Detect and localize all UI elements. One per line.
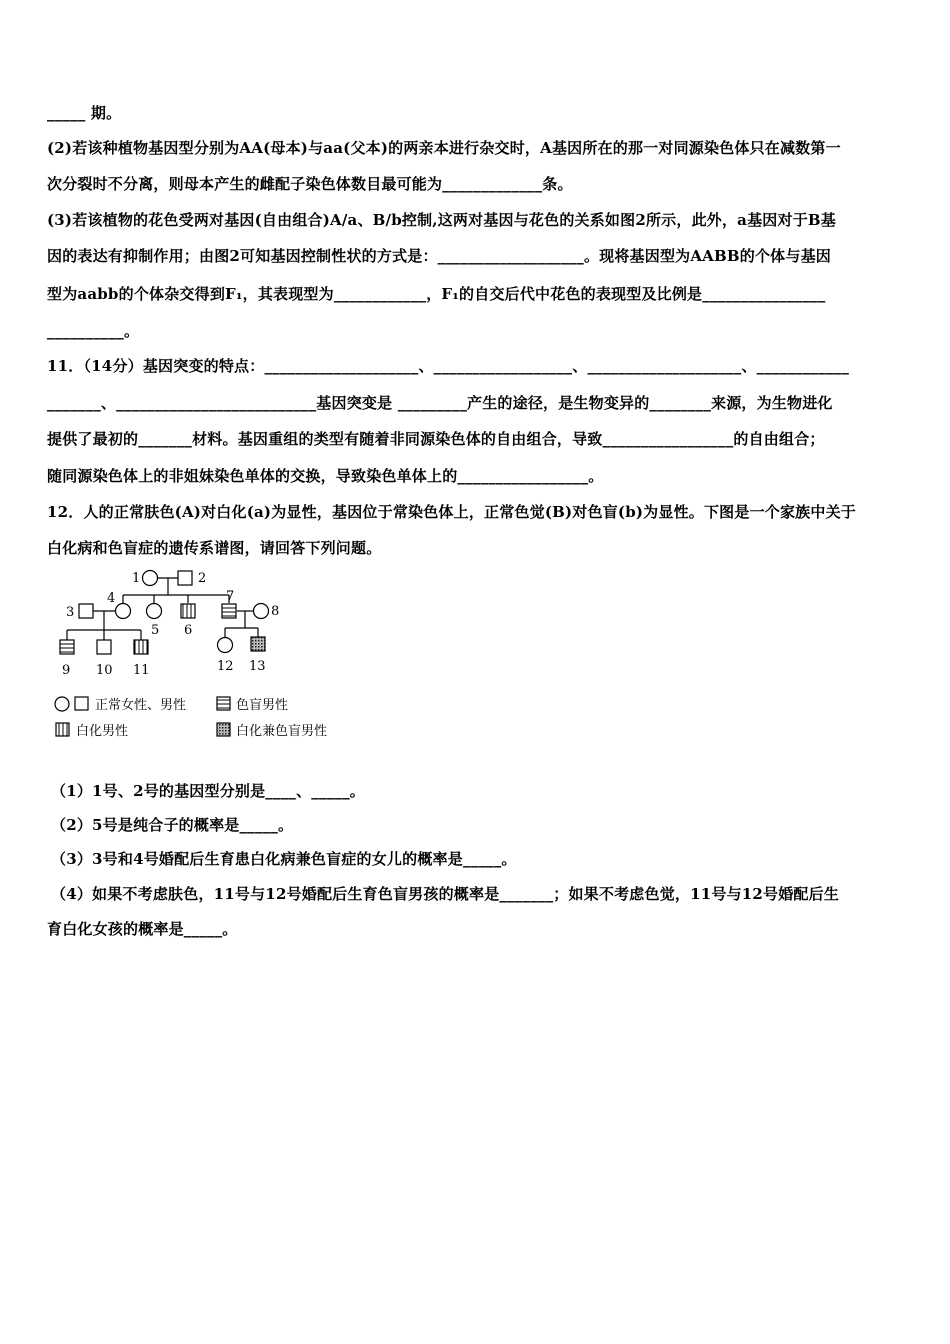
legend-both-icon [217, 723, 230, 736]
label-5: 5 [151, 623, 160, 638]
q11-line2: _______、__________________________基因突变是 _________产生的途径，是生物变异的________来源，为生物进化 [47, 394, 833, 412]
label-6: 6 [184, 623, 193, 638]
individual-7-colorblind-male [222, 604, 236, 618]
individual-1-normal-female [143, 571, 158, 586]
q10-part3-line4: __________。 [47, 322, 140, 340]
pedigree-chart [45, 562, 355, 747]
legend-normal-text: 正常女性、男性 [95, 698, 187, 713]
label-8: 8 [271, 604, 280, 619]
q12-sub2: （2）5号是纯合子的概率是_____。 [51, 816, 294, 834]
q12-sub1: （1）1号、2号的基因型分别是____、_____。 [51, 782, 366, 800]
individual-11-albino-male [134, 640, 148, 654]
individual-9-colorblind-male [60, 640, 74, 654]
label-1: 1 [132, 571, 141, 586]
q12-sub4-line2: 育白化女孩的概率是_____。 [47, 920, 238, 938]
legend-normal-male-icon [75, 697, 88, 710]
label-9: 9 [62, 663, 71, 678]
individual-13-albino-colorblind-male [251, 637, 265, 651]
individual-4-normal-female [116, 604, 131, 619]
legend-normal-female-icon [55, 697, 69, 711]
q11-line4: 随同源染色体上的非姐妹染色单体的交换，导致染色单体上的_________________。 [47, 467, 604, 485]
label-11: 11 [133, 663, 150, 678]
individual-8-normal-female [254, 604, 269, 619]
legend-both-text: 白化兼色盲男性 [236, 724, 328, 739]
q10-part3-line1: (3)若该植物的花色受两对基因(自由组合)A/a、B/b控制,这两对基因与花色的关系如图2所示，此外，a基因对于B基 [47, 211, 836, 229]
individual-3-normal-male [79, 604, 93, 618]
q10-part3-line3: 型为aabb的个体杂交得到F₁，其表现型为____________，F₁的自交后代中花色的表现型及比例是________________ [47, 285, 826, 303]
q12-line1: 12．人的正常肤色(A)对白化(a)为显性，基因位于常染色体上，正常色觉(B)对色盲(b)为显性。下图是一个家族中关于 [47, 503, 856, 521]
individual-6-albino-male [181, 604, 195, 618]
individual-10-normal-male [97, 640, 111, 654]
q12-sub3: （3）3号和4号婚配后生育患白化病兼色盲症的女儿的概率是_____。 [51, 850, 517, 868]
legend-albino-icon [56, 723, 69, 736]
q10-part2-line1: (2)若该种植物基因型分别为AA(母本)与aa(父本)的两亲本进行杂交时，A基因所在的那一对同源染色体只在减数第一 [47, 139, 841, 157]
label-12: 12 [217, 659, 234, 674]
q11-line3: 提供了最初的_______材料。基因重组的类型有随着非同源染色体的自由组合，导致_________________的自由组合； [47, 430, 825, 448]
q10-part3-line2: 因的表达有抑制作用；由图2可知基因控制性状的方式是：___________________。现将基因型为AABB的个体与基因 [47, 247, 831, 265]
label-4: 4 [107, 591, 116, 606]
individual-12-normal-female [218, 638, 233, 653]
legend-colorblind-icon [217, 697, 230, 710]
q10-blank-period: _____ 期。 [47, 104, 122, 122]
q12-sub4-line1: （4）如果不考虑肤色，11号与12号婚配后生育色盲男孩的概率是_______；如果不考虑色觉，11号与12号婚配后生 [51, 885, 840, 903]
individual-5-normal-female [147, 604, 162, 619]
q12-line2: 白化病和色盲症的遗传系谱图，请回答下列问题。 [47, 539, 382, 557]
label-10: 10 [96, 663, 113, 678]
legend-albino-text: 白化男性 [76, 724, 129, 739]
q11-line1: 11．（14分）基因突变的特点：____________________、__________________、____________________、____________ [47, 357, 850, 375]
legend-colorblind-text: 色盲男性 [236, 698, 289, 713]
label-13: 13 [249, 659, 266, 674]
label-2: 2 [198, 571, 207, 586]
label-3: 3 [66, 605, 75, 620]
pedigree-legend [55, 697, 327, 739]
individual-2-normal-male [178, 571, 192, 585]
q10-part2-line2: 次分裂时不分离，则母本产生的雌配子染色体数目最可能为_____________条。 [47, 175, 573, 193]
label-7: 7 [226, 589, 235, 604]
